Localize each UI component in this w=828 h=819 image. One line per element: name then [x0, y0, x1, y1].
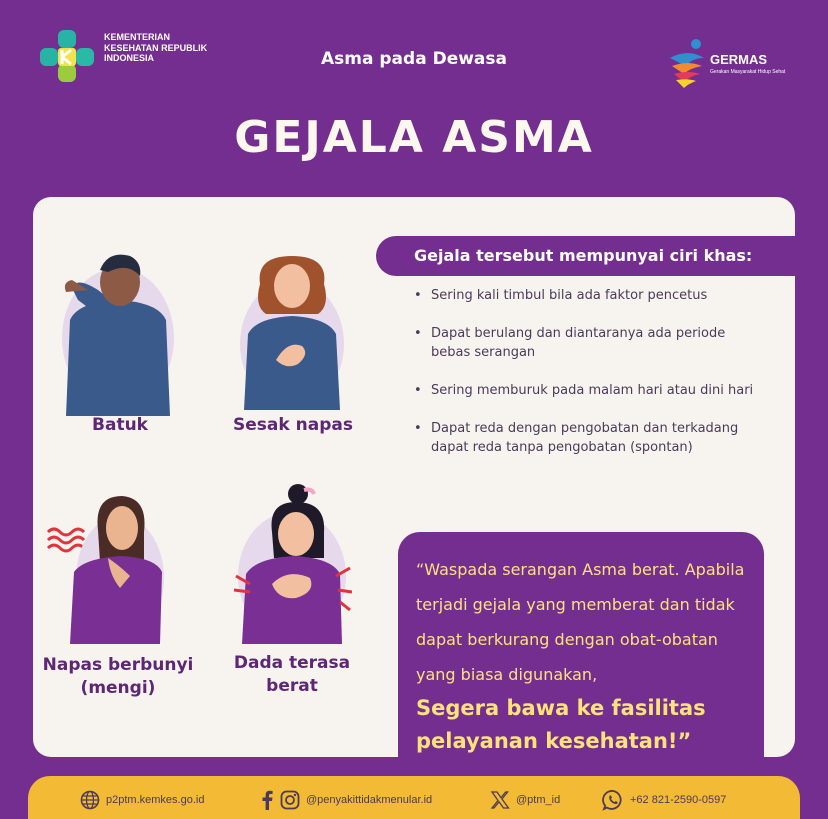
whatsapp-icon: [602, 789, 624, 811]
facebook-icon: [260, 790, 274, 810]
germas-emblem-icon: [666, 36, 710, 88]
whatsapp-number[interactable]: +62 821-2590-0597: [630, 794, 727, 806]
symptom-label: Batuk: [92, 415, 148, 435]
person-short-breath-icon: [238, 254, 346, 410]
list-item: • Dapat berulang dan diantaranya ada periode bebas serangan: [408, 324, 768, 362]
instagram-icon: [280, 790, 300, 810]
symptom-label: Sesak napas: [233, 415, 353, 435]
person-coughing-icon: [58, 248, 178, 416]
warning-text: “Waspada serangan Asma berat. Apabila terjadi gejala yang memberat dan tidak dapat berkurang dengan obat-obatan yang biasa digunakan,: [416, 560, 745, 684]
call-to-action-text: Segera bawa ke fasilitas pelayanan kesehatan!”: [416, 696, 706, 753]
symptom-chest-pain: [232, 480, 352, 696]
footer-twitter[interactable]: [490, 789, 560, 811]
symptom-cough: [58, 248, 178, 435]
footer-website[interactable]: [80, 789, 204, 811]
org-name: KEMENTERIAN KESEHATAN REPUBLIK INDONESIA: [104, 32, 208, 63]
footer-whatsapp[interactable]: [602, 789, 726, 811]
symptom-wheezing: [42, 492, 194, 698]
x-twitter-icon: [490, 790, 510, 810]
germas-tagline: Gerakan Masyarakat Hidup Sehat: [710, 69, 786, 75]
symptom-label: Dada terasa berat: [233, 653, 351, 696]
symptom-short-breath: [233, 254, 353, 435]
footer-bar: [28, 776, 800, 819]
social-handle[interactable]: @penyakittidakmenular.id: [306, 794, 433, 806]
features-heading: Gejala tersebut mempunyai ciri khas:: [376, 236, 828, 276]
page-subtitle: Asma pada Dewasa: [321, 49, 507, 69]
website-link[interactable]: p2ptm.kemkes.go.id: [106, 794, 205, 806]
person-chest-pain-icon: [232, 480, 352, 644]
globe-icon: [80, 790, 100, 810]
twitter-handle[interactable]: @ptm_id: [516, 794, 561, 806]
list-item: • Dapat reda dengan pengobatan dan terkadang dapat reda tanpa pengobatan (spontan): [408, 419, 768, 457]
page-title: GEJALA ASMA: [234, 112, 594, 163]
footer-social[interactable]: [260, 789, 432, 811]
list-item: • Sering memburuk pada malam hari atau dini hari: [408, 381, 768, 400]
warning-quote-box: [398, 532, 764, 757]
germas-name: GERMAS: [710, 52, 768, 67]
list-item: • Sering kali timbul bila ada faktor pencetus: [408, 286, 768, 305]
features-list: [408, 286, 768, 457]
germas-logo: [666, 36, 796, 88]
symptom-label: Napas berbunyi (mengi): [42, 655, 194, 698]
person-wheezing-icon: [44, 492, 164, 644]
